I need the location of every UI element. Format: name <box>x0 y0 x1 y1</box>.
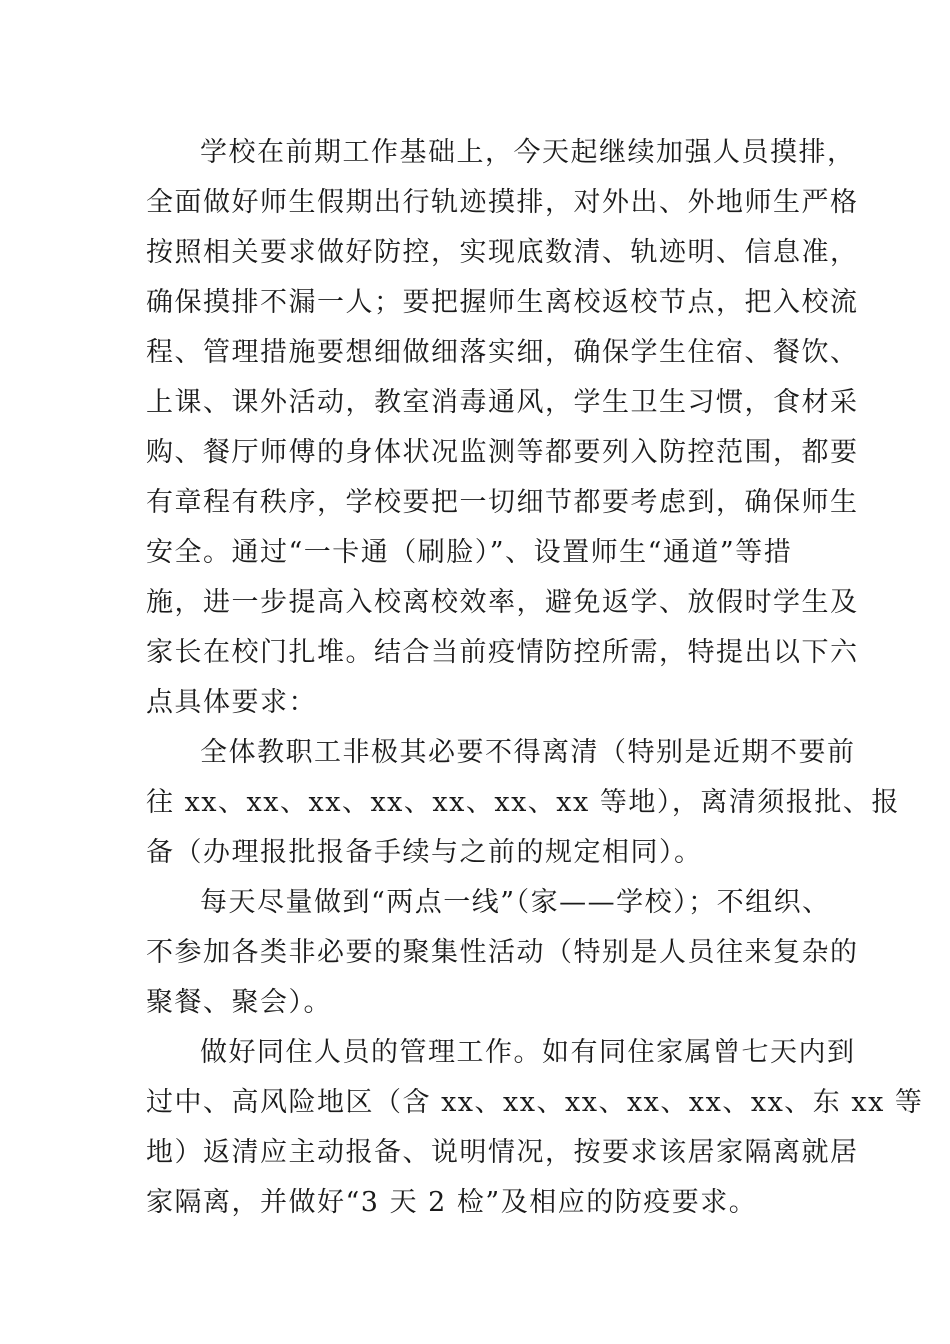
paragraph-1 <box>146 128 859 728</box>
paragraph-line: 上课、课外活动，教室消毒通风，学生卫生习惯，食材采 <box>146 387 859 418</box>
paragraph-line: 家长在校门扎堆。结合当前疫情防控所需，特提出以下六 <box>146 637 859 668</box>
paragraph-line: 点具体要求： <box>146 687 317 718</box>
paragraph-line: 做好同住人员的管理工作。如有同住家属曾七天内到 <box>200 1037 856 1068</box>
paragraph-line: 备（办理报批报备手续与之前的规定相同）。 <box>146 837 703 868</box>
paragraph-line: 地）返清应主动报备、说明情况，按要求该居家隔离就居 <box>146 1137 859 1168</box>
paragraph-line: 有章程有秩序，学校要把一切细节都要考虑到，确保师生 <box>146 487 859 518</box>
paragraph-line: 全体教职工非极其必要不得离清（特别是近期不要前 <box>200 737 856 768</box>
paragraph-4 <box>146 1028 924 1228</box>
paragraph-line: 每天尽量做到“两点一线”（家——学校）；不组织、 <box>200 887 831 918</box>
paragraph-line: 聚餐、聚会）。 <box>146 987 332 1018</box>
paragraph-line: 学校在前期工作基础上，今天起继续加强人员摸排， <box>200 137 856 168</box>
paragraph-line: 过中、高风险地区（含 xx、xx、xx、xx、xx、xx、东 xx 等 <box>146 1087 924 1118</box>
paragraph-line: 程、管理措施要想细做细落实细，确保学生住宿、餐饮、 <box>146 337 859 368</box>
paragraph-line: 确保摸排不漏一人；要把握师生离校返校节点，把入校流 <box>146 287 859 318</box>
paragraph-line: 家隔离，并做好“3 天 2 检”及相应的防疫要求。 <box>146 1187 758 1218</box>
document-body <box>146 128 924 1228</box>
paragraph-line: 施，进一步提高入校离校效率，避免返学、放假时学生及 <box>146 587 859 618</box>
paragraph-line: 不参加各类非必要的聚集性活动（特别是人员往来复杂的 <box>146 937 859 968</box>
paragraph-3 <box>146 878 859 1028</box>
paragraph-line: 购、餐厅师傅的身体状况监测等都要列入防控范围，都要 <box>146 437 859 468</box>
paragraph-line: 按照相关要求做好防控，实现底数清、轨迹明、信息准， <box>146 237 859 268</box>
paragraph-line: 往 xx、xx、xx、xx、xx、xx、xx 等地），离清须报批、报 <box>146 787 900 818</box>
paragraph-line: 安全。通过“一卡通（刷脸）”、设置师生“通道”等措 <box>146 537 793 568</box>
paragraph-2 <box>146 728 900 878</box>
paragraph-line: 全面做好师生假期出行轨迹摸排，对外出、外地师生严格 <box>146 187 859 218</box>
